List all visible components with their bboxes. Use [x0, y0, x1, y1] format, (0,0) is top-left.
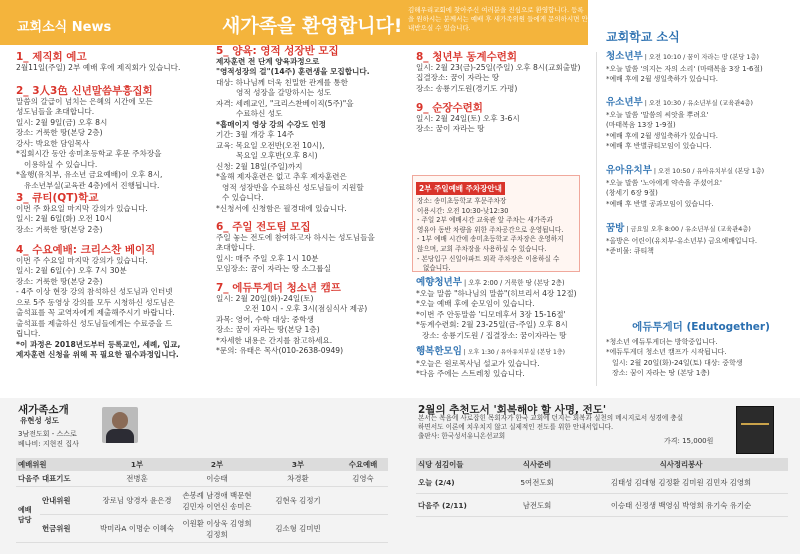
- news-6-line: 일시: 매주 주일 오후 1시 10분: [216, 253, 319, 263]
- school-kinder-line: *예배 후 반별 공과모임이 있습니다.: [606, 199, 714, 208]
- newcomer-line: 3남전도회 - 스스로: [18, 430, 77, 438]
- news-4-line: 일시: 2월 6일(수) 오후 7시 30분: [16, 266, 127, 275]
- news-4-line: 제자훈련 신청을 위해 꼭 필요한 필수과정입니다.: [16, 350, 179, 359]
- edutogether-section: [606, 322, 796, 379]
- news-3-line: 일시: 2월 6일(화) 오전 10시: [16, 214, 113, 223]
- table-row: [16, 515, 388, 543]
- school-juniors-line: (마태복음 13장 1-9절): [606, 121, 676, 129]
- parking-notice-title: 2부 주일예배 주차장안내: [416, 182, 505, 195]
- news-4-line: 으로 5주 동영상 강의를 모두 시청하신 성도님은: [16, 297, 175, 307]
- welcome-note: 김해우리교회에 찾아주신 여러분을 진심으로 환영합니다. 등록을 원하시는 분께서는 예배 후 새가족위원 들에게 문의하시면 안내받으실 수 있습니다.: [408, 6, 588, 32]
- news-item-9: [416, 103, 588, 135]
- meal-duty-table: [416, 458, 788, 517]
- table-header-row: [416, 458, 788, 471]
- school-youth-time: | 오전 10:10 / 꿈이 자라는 땅 (본당 1층): [642, 54, 759, 61]
- news-9-line: 일시: 2월 24일(토) 오후 3-6시: [416, 113, 520, 123]
- table-row: [416, 494, 788, 517]
- news-5-line: 대상: 하나님께 더욱 친밀한 관계를 통한: [216, 77, 348, 87]
- parking-notice-line: - 주일 2부 예배시간 교육관 앞 주차는 새가족과: [417, 216, 553, 225]
- parking-notice-line: 이용시간: 오전 10:30-낮12:30: [417, 206, 509, 215]
- school-juniors-line: *오늘 말씀 '말씀의 씨앗을 뿌려요': [606, 110, 709, 119]
- news-7-title: 7_ 에듀투게더 청소년 캠프: [216, 282, 341, 294]
- news-4-line: 장소: 거룩한 땅(본당 2층): [16, 276, 103, 286]
- news-5-line: 기간: 3월 개강 후 14주: [216, 130, 295, 139]
- book-desc-line: 본서는 복음에 사로잡힌 목회자가 한국 교회에 던지는 회복과 실천의 메시지로서 성경에 충실: [418, 414, 684, 422]
- news-4-line: 립니다.: [16, 329, 41, 338]
- news-item-5: [216, 46, 408, 214]
- table-cell: 예배 담당: [16, 487, 40, 543]
- table-cell: 다음주 (2/11): [416, 494, 500, 517]
- news-6-line: 모임장소: 꿈이 자라는 땅 소그룹실: [216, 264, 331, 273]
- table-cell: [338, 515, 388, 543]
- table-cell: 이원환 이상욱 김영희 김정희: [176, 515, 258, 543]
- table-cell: 김영숙: [338, 471, 388, 487]
- parking-notice-box: [412, 175, 580, 272]
- news-6-title: 6_ 주일 전도팀 모집: [216, 221, 311, 233]
- happy-meeting-title: 행복한모임: [416, 346, 462, 357]
- school-youth-name: 청소년부: [606, 51, 643, 62]
- school-news-title: 교회학교 소식: [606, 30, 680, 44]
- school-juniors-time: | 오전 10:30 / 유소년부실 (교육관4층): [642, 100, 753, 107]
- news-4-line: *이 과정은 2018년도부터 등록교인, 세례, 입교,: [16, 339, 181, 349]
- book-cover-image: [736, 406, 774, 454]
- happy-meeting-line: *다음 주에는 스트레칭 있습니다.: [416, 369, 525, 378]
- school-juniors-line: *예배 후 반별큐티모임이 있습니다.: [606, 142, 712, 150]
- parking-notice-line: - 1부 예배 시간에 송미초등학교 주차장은 운영하지: [417, 235, 564, 244]
- school-juniors-line: *예배 후에 2월 생일축하가 있습니다.: [606, 131, 718, 140]
- school-juniors-name: 유소년부: [606, 97, 643, 108]
- school-dream-line: *올방은 어린이(유치부-유소년부) 금요예배입니다.: [606, 236, 758, 245]
- school-youth-line: *예배 후에 2월 생일축하가 있습니다.: [606, 75, 718, 83]
- table-cell: 전병훈: [98, 471, 176, 487]
- edutogether-line: *에듀투게더 청소년 캠프가 시작됩니다.: [606, 348, 727, 356]
- news-5-line: 자격: 세례교인, "크리스찬베이직(5주)"을: [216, 98, 354, 108]
- news-8-line: 일시: 2월 23(금)-25일(주일) 오후 8시(교회출발): [416, 62, 581, 72]
- book-title: 2월의 추천도서 '회복해야 할 사명, 전도': [418, 404, 607, 416]
- edutogether-line: *청소년 에듀투게더는 방학중입니다.: [606, 337, 718, 346]
- school-dream-name: 꿈방: [606, 223, 625, 234]
- news-2-title: 2_ 3人3色 신년말씀부흥집회: [16, 85, 153, 97]
- news-2-line: *집회시간 동안 송미초등학교 후문 주차장을: [16, 149, 162, 158]
- table-cell: 김소형 김미빈: [258, 515, 338, 543]
- parking-notice-line: 없습니다.: [423, 264, 451, 273]
- happy-meeting-section: [416, 347, 596, 380]
- news-5-line: *올해 제자훈련은 없고 추후 제자훈련은: [216, 172, 347, 181]
- school-youth: [606, 52, 796, 85]
- news-5-line: 영적 성장반을 수료하신 성도님들이 지원할: [222, 182, 364, 192]
- table-cell: 김태성 김대형 김정환 김미원 김민자 김영희: [574, 471, 788, 494]
- news-item-1: [16, 52, 206, 73]
- table-cell: 손봉례 남경애 백문현 김민자 이연신 송미은: [176, 487, 258, 515]
- table-header: 수요예배: [338, 458, 388, 471]
- school-kinder-time: | 오전 10:50 / 유아유치부실 (본당 1층): [651, 168, 765, 175]
- worship-duty-table: [16, 458, 388, 543]
- news-item-6: [216, 222, 408, 275]
- news-5-line: *흡매이지 영상 강의 수강도 인정: [216, 119, 326, 129]
- table-row: [416, 471, 788, 494]
- news-2-line: 말씀의 갈급이 넘치는 은혜의 시간에 모든: [16, 96, 153, 106]
- school-juniors: [606, 98, 796, 152]
- news-item-7: [216, 283, 408, 357]
- table-cell: 장로님 양경자 윤은경: [98, 487, 176, 515]
- news-2-line: 강사: 박요한 담임목사: [16, 138, 90, 148]
- news-2-line: *올행(유치부, 유소년 금요예배)이 오후 8시,: [16, 170, 163, 179]
- table-header: 식사준비: [500, 458, 574, 471]
- news-5-line: 교육: 목요일 오전반(오전 10시),: [216, 140, 325, 150]
- news-5-line: *신청서에 신청함은 필경대에 있습니다.: [216, 203, 347, 213]
- news-5-line: "영적성장의 걸"(14주) 훈련생을 모집합니다.: [216, 67, 370, 76]
- school-kinder-line: *오늘 말씀 '노아에게 약속을 주셨어요': [606, 178, 722, 187]
- table-row: [16, 487, 388, 515]
- news-2-line: 이용하실 수 있습니다.: [24, 159, 98, 169]
- school-kinder: [606, 166, 796, 209]
- table-cell: [338, 487, 388, 515]
- table-cell: 5여전도회: [500, 471, 574, 494]
- table-row: [16, 471, 388, 487]
- welcome-title: 새가족을 환영합니다!: [222, 15, 403, 37]
- news-4-line: 출석표를 꼭 교역자에게 제출해주시기 바랍니다.: [16, 308, 175, 317]
- newcomer-title: 새가족소개: [18, 404, 69, 416]
- newcomer-line: 베나비: 지현진 집사: [18, 440, 79, 448]
- table-cell: 이승태 신정생 백영심 박영희 유기숙 유기순: [574, 494, 788, 517]
- table-cell: 오늘 (2/4): [416, 471, 500, 494]
- news-3-title: 3_ 큐티(QT)학교: [16, 192, 99, 204]
- news-5-line: 제자훈련 전 단계 양육과정으로: [216, 56, 320, 66]
- news-7-line: *자세한 내용은 간지를 참고하세요.: [216, 335, 333, 345]
- news-7-line: 일시: 2월 20일(화)-24일(토): [216, 293, 314, 303]
- news-item-3: [16, 193, 206, 235]
- youth-line: 장소: 송룡기도원 / 집결장소: 꿈이자라는 땅: [422, 330, 567, 340]
- table-cell: 다음주 대표기도: [16, 471, 98, 487]
- news-5-line: 수료하신 성도: [236, 109, 283, 118]
- table-cell: 차경환: [258, 471, 338, 487]
- news-1-body: 2월11일(주일) 2부 예배 후에 제직회가 있습니다.: [16, 62, 181, 72]
- news-4-line: 출석표를 제출하신 성도님들에게는 수료증을 드: [16, 318, 173, 328]
- news-4-line: - 4주 이상 현장 강의 참석하신 성도님과 인터넷: [16, 287, 173, 296]
- news-item-8: [416, 52, 588, 94]
- table-header: 식사정리봉사: [574, 458, 788, 471]
- table-cell: 헌금위원: [40, 515, 98, 543]
- news-5-line: 신청: 2월 18일(주일)까지: [216, 161, 303, 171]
- news-7-line: 과목: 영어, 수학 대상: 중학생: [216, 314, 314, 324]
- edutogether-line: 장소: 꿈이 자라는 땅 (본당 1층): [612, 369, 710, 377]
- book-desc-line: 하면서도 이론에 치우치지 않고 실제적인 전도를 위한 안내서입니다.: [418, 423, 614, 431]
- news-item-2: [16, 86, 206, 191]
- school-dream-time: | 금요일 오후 8:00 / 유소년부실 (교육관4층): [624, 226, 751, 233]
- youth-line: *오늘 말씀 "하나님의 말씀"(히브리서 4장 12절): [416, 288, 577, 298]
- school-kinder-name: 유아유치부: [606, 165, 652, 176]
- news-2-line: 유소년부실(교육관 4층)에서 진행됩니다.: [24, 180, 160, 190]
- school-divider: [596, 52, 597, 386]
- table-cell: 박미라A 이명순 이혜숙: [98, 515, 176, 543]
- youth-line: *오늘 예배 후에 순모임이 있습니다.: [416, 299, 535, 308]
- youth-section: [416, 278, 594, 341]
- table-cell: 이승태: [176, 471, 258, 487]
- news-item-4: [16, 245, 208, 361]
- youth-title: 예향청년부: [416, 277, 462, 288]
- news-8-title: 8_ 청년부 동계수련회: [416, 51, 518, 63]
- table-cell: 남전도회: [500, 494, 574, 517]
- table-cell: 안내위원: [40, 487, 98, 515]
- happy-meeting-time: | 오후 1:30 / 유아유치부실 (본당 1층): [461, 349, 566, 356]
- school-dream: [606, 224, 796, 257]
- news-8-line: 장소: 송룡기도원(경기도 가평): [416, 83, 518, 93]
- news-2-line: 성도님들을 초대합니다.: [16, 107, 95, 116]
- newcomer-name: 유현성 성도: [20, 416, 59, 425]
- news-7-line: 오전 10시 - 오후 3시(점심식사 제공): [244, 304, 368, 313]
- table-header: 식당 섬김이들: [416, 458, 500, 471]
- youth-line: *동계수련회: 2월 23-25일(금-주일) 오후 8시: [416, 320, 568, 329]
- news-3-line: 이번 주 화요일 마지막 강의가 있습니다.: [16, 203, 148, 213]
- youth-time: | 오후 2:00 / 거룩한 땅 (본당 2층): [461, 279, 565, 287]
- news-9-title: 9_ 순장수련회: [416, 102, 483, 114]
- table-header: 3부: [258, 458, 338, 471]
- news-4-line: 이번 주 수요일 마지막 강의가 있습니다.: [16, 255, 148, 265]
- news-3-line: 장소: 거룩한 땅(본당 2층): [16, 224, 103, 234]
- table-header-row: [16, 458, 388, 471]
- news-6-line: 주일 놓는 전도에 참여하고자 하시는 성도님들을: [216, 232, 375, 242]
- news-5-line: 수 있습니다.: [222, 193, 264, 202]
- parking-notice-line: 영유아 동반 차량을 위한 주차공간으로 운영됩니다.: [417, 225, 564, 234]
- table-header: 2부: [176, 458, 258, 471]
- newcomer-photo: [102, 407, 138, 443]
- news-2-line: 일시: 2월 9일(금) 오후 8시: [16, 117, 108, 127]
- table-cell: 김현욱 김정기: [258, 487, 338, 515]
- news-5-title: 5_ 양육: 영적 성장반 모집: [216, 45, 339, 57]
- parking-notice-line: 않으며, 교회 주차장을 사용하실 수 있습니다.: [417, 244, 547, 253]
- news-header-title: 교회소식 News: [17, 20, 112, 35]
- book-price: 가격: 15,000원: [664, 437, 714, 445]
- book-publisher: 출판사: 한국성서유니온선교회: [418, 432, 506, 440]
- school-dream-line: *준비물: 큐티책: [606, 247, 654, 255]
- news-9-line: 장소: 꿈이 자라는 땅: [416, 124, 485, 133]
- happy-meeting-line: *오늘은 원로목사님 설교가 있습니다.: [416, 358, 540, 368]
- news-5-line: 영적 성장을 갈망하시는 성도: [236, 88, 332, 97]
- news-7-line: 장소: 꿈이 자라는 땅(본당 1층): [216, 325, 320, 334]
- news-5-line: 목요일 오후반(오후 8시): [236, 151, 318, 160]
- news-4-title: 4_ 수요예배: 크리스찬 베이직: [16, 244, 156, 256]
- news-1-title: 1_ 제직회 예고: [16, 51, 87, 63]
- edutogether-title: 에듀투게더 (Edutogether): [632, 321, 770, 333]
- table-header: 1부: [98, 458, 176, 471]
- news-8-line: 집결장소: 꿈이 자라는 땅: [416, 73, 500, 82]
- youth-line: *이번 주 안동말씀 '디모데후서 3장 15-16절': [416, 309, 566, 319]
- news-7-line: *문의: 유태은 목사(010-2638-0949): [216, 346, 344, 355]
- school-youth-line: *오늘 말씀 '의지는 자의 소리' (마태복음 3장 1-6절): [606, 64, 763, 73]
- news-2-line: 장소: 거룩한 땅(본당 2층): [16, 128, 103, 137]
- table-header: 예배위원: [16, 458, 98, 471]
- parking-notice-line: 장소: 송미초등학교 후문주차장: [417, 197, 507, 205]
- news-6-line: 초대합니다.: [216, 243, 256, 252]
- parking-notice-line: - 본당입구 신일아파트 외곽 주차장은 이용하실 수: [417, 254, 560, 263]
- school-kinder-line: (창세기 6장 9절): [606, 189, 658, 197]
- edutogether-line: 일시: 2월 20일(화)-24일(토) 대상: 중학생: [612, 358, 743, 367]
